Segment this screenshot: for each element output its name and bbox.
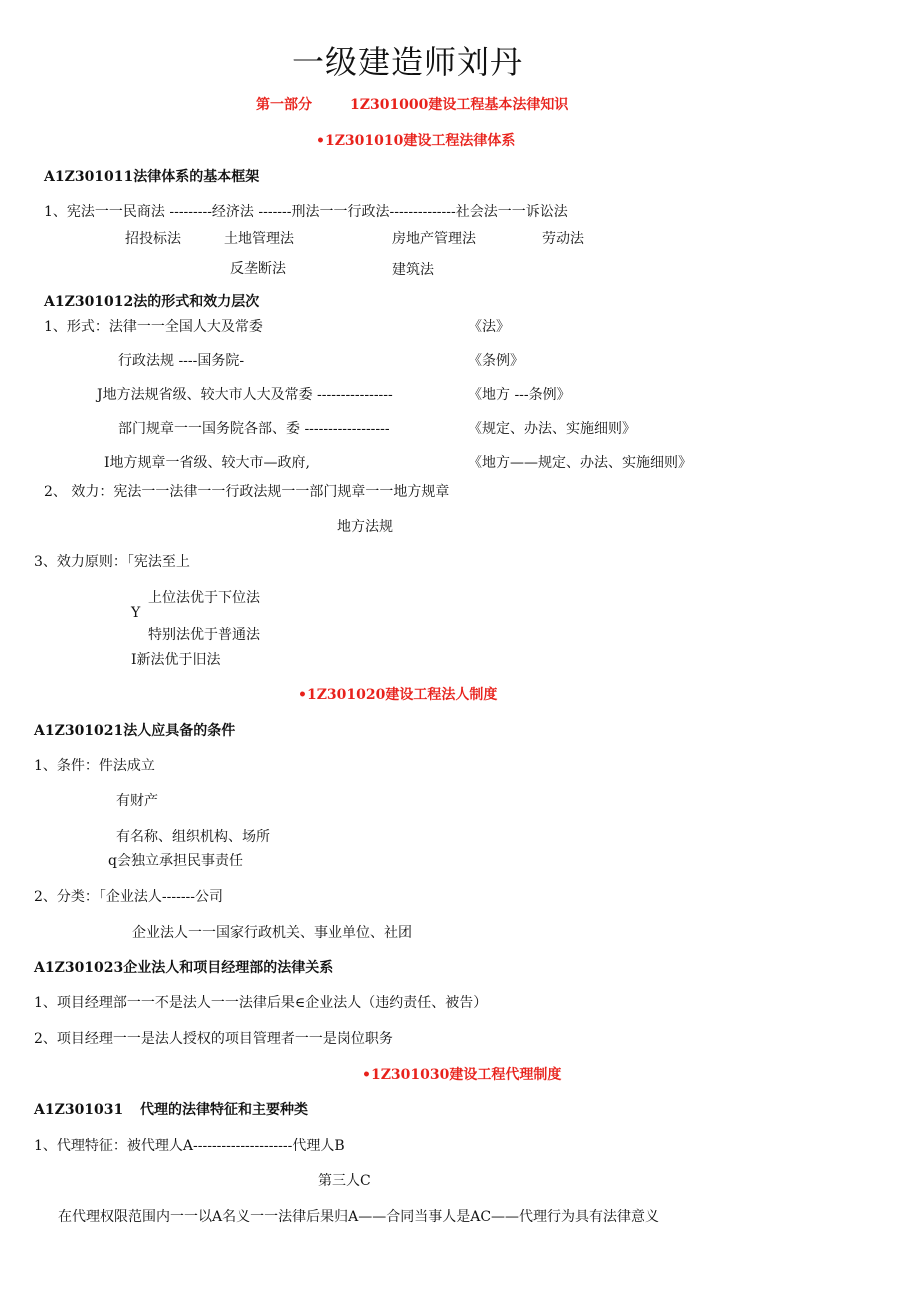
subsection-code-1z301031: A1Z301031 — [34, 1102, 124, 1118]
subsection-heading-1z301023: A1Z301023企业法人和项目经理部的法律关系 — [34, 960, 334, 976]
law-form-name: 《条例》 — [468, 353, 524, 369]
condition-item: 有名称、组织机构、场所 — [116, 829, 270, 845]
law-framework-line: 1、宪法一一民商法 ---------经济法 -------刑法一一行政法--------------社会法一一诉讼法 — [44, 204, 568, 220]
effect-principle-line: 3、效力原则：「宪法至上 — [34, 554, 190, 570]
third-party-label: 第三人C — [318, 1173, 371, 1189]
classification-line: 2、分类：「企业法人-------公司 — [34, 889, 224, 905]
relation-line: 1、项目经理部一一不是法人一一法律后果∈企业法人（违约责任、被告） — [34, 995, 488, 1011]
agency-scope-line: 在代理权限范围内一一以A名义一一法律后果归A——合同当事人是AC——代理行为具有法律意义 — [58, 1209, 660, 1225]
law-form-row: 行政法规 ----国务院- — [118, 353, 245, 369]
law-form-name: 《地方 ---条例》 — [468, 387, 571, 403]
law-item: 反垄断法 — [230, 261, 286, 277]
part-code: 1Z301000建设工程基本法律知识 — [350, 97, 569, 113]
section-heading-1z301020: •1Z301020建设工程法人制度 — [298, 687, 498, 703]
condition-item: 有财产 — [116, 793, 158, 809]
law-item: 劳动法 — [542, 231, 584, 247]
law-item: 招投标法 — [125, 231, 181, 247]
law-item: 建筑法 — [392, 262, 434, 278]
law-form-name: 《地方——规定、办法、实施细则》 — [468, 455, 692, 471]
effect-principle-item: 上位法优于下位法 — [148, 590, 260, 606]
subsection-heading-1z301012: A1Z301012法的形式和效力层次 — [44, 294, 260, 310]
subsection-heading-1z301021: A1Z301021法人应具备的条件 — [34, 723, 236, 739]
law-form-name: 《法》 — [468, 319, 510, 335]
effect-principle-item: 特别法优于普通法 — [148, 627, 260, 643]
subsection-title-1z301031: 代理的法律特征和主要种类 — [140, 1102, 308, 1118]
effect-hierarchy-line: 2、 效力：宪法一一法律一一行政法规一一部门规章一一地方规章 — [44, 484, 450, 500]
condition-item: q会独立承担民事责任 — [108, 853, 243, 869]
law-form-row: J地方法规省级、较大市人大及常委 ---------------- — [97, 387, 393, 403]
law-item: 房地产管理法 — [392, 231, 476, 247]
part-label: 第一部分 — [256, 97, 312, 113]
page-title: 一级建造师刘丹 — [292, 43, 524, 81]
bracket-mark: Y — [131, 605, 141, 621]
agency-feature-line: 1、代理特征：被代理人A---------------------代理人B — [34, 1138, 345, 1154]
law-form-row: I地方规章一省级、较大市—政府, — [104, 455, 310, 471]
classification-item: 企业法人一一国家行政机关、事业单位、社团 — [132, 925, 412, 941]
law-item: 土地管理法 — [224, 231, 294, 247]
section-heading-1z301010: •1Z301010建设工程法律体系 — [316, 133, 516, 149]
effect-hierarchy-sub: 地方法规 — [337, 519, 393, 535]
condition-line: 1、条件：件法成立 — [34, 758, 155, 774]
law-form-row: 部门规章一一国务院各部、委 ------------------ — [118, 421, 390, 437]
relation-line: 2、项目经理一一是法人授权的项目管理者一一是岗位职务 — [34, 1031, 393, 1047]
law-form-row: 1、形式：法律一一全国人大及常委 — [44, 319, 263, 335]
section-heading-1z301030: •1Z301030建设工程代理制度 — [362, 1067, 562, 1083]
effect-principle-item: I新法优于旧法 — [131, 652, 221, 668]
law-form-name: 《规定、办法、实施细则》 — [468, 421, 636, 437]
subsection-heading-1z301011: A1Z301011法律体系的基本框架 — [44, 169, 260, 185]
